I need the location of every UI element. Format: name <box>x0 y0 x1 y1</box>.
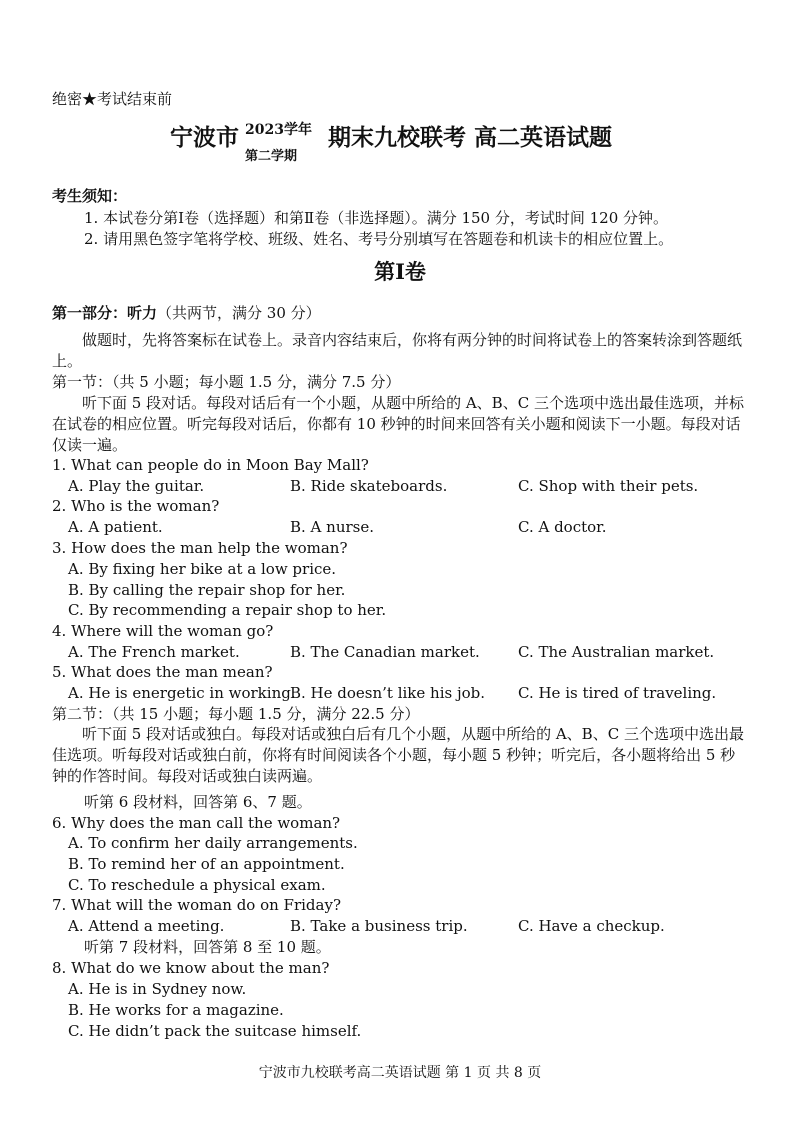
option-a: A. Attend a meeting. <box>68 917 225 935</box>
option-c: C. To reschedule a physical exam. <box>68 876 326 894</box>
section2-heading: 第二节：（共 15 小题；每小题 1.5 分，满分 22.5 分） <box>52 705 420 723</box>
section1-instruction: 听下面 5 段对话。每段对话后有一个小题，从题中所给的 A、B、C 三个选项中选出最佳选项，并标在试卷的相应位置。听完每段对话后，你都有 10 秒钟的时间来回答有关小题和阅读下一小题。每段对话仅读一遍。 <box>52 394 744 454</box>
notice-heading: 考生须知： <box>52 187 128 205</box>
notice-item: 1. 本试卷分第Ⅰ卷（选择题）和第Ⅱ卷（非选择题）。满分 150 分，考试时间 120 分钟。 <box>84 209 669 227</box>
part1-instruction: 做题时，先将答案标在试卷上。录音内容结束后，你将有两分钟的时间将试卷上的答案转涂到答题纸上。 <box>52 331 743 370</box>
question: 2. Who is the woman? <box>52 497 220 515</box>
question: 1. What can people do in Moon Bay Mall? <box>52 456 369 474</box>
exam-title <box>0 120 800 180</box>
part1-heading-bold: 第一部分：听力 <box>52 304 158 322</box>
confidential-label: 绝密★考试结束前 <box>52 90 173 108</box>
section2-instruction: 听下面 5 段对话或独白。每段对话或独白后有几个小题，从题中所给的 A、B、C 三个选项中选出最佳选项。听每段对话或独白前，你将有时间阅读各个小题，每小题 5 秒钟；听完后，各小题将给出 5 秒钟的作答时间。每段对话或独白读两遍。 <box>52 725 744 785</box>
question: 5. What does the man mean? <box>52 663 273 681</box>
option-a: A. By fixing her bike at a low price. <box>68 560 337 578</box>
question: 7. What will the woman do on Friday? <box>52 896 341 914</box>
page-footer: 宁波市九校联考高二英语试题 第 1 页 共 8 页 <box>258 1065 542 1081</box>
material-note: 听第 6 段材料，回答第 6、7 题。 <box>84 793 312 811</box>
option-b: B. He doesn’t like his job. <box>290 684 486 702</box>
option-c: C. The Australian market. <box>518 643 715 661</box>
option-c: C. Have a checkup. <box>518 917 665 935</box>
option-b: B. He works for a magazine. <box>68 1001 284 1019</box>
option-a: A. Play the guitar. <box>68 477 205 495</box>
option-b: B. To remind her of an appointment. <box>68 855 345 873</box>
material-note: 听第 7 段材料，回答第 8 至 10 题。 <box>84 938 331 956</box>
option-a: A. A patient. <box>68 518 163 536</box>
option-c: C. A doctor. <box>518 518 607 536</box>
part1-heading <box>52 303 321 324</box>
question: 4. Where will the woman go? <box>52 622 274 640</box>
option-c: C. By recommending a repair shop to her. <box>68 601 387 619</box>
title-term: 第二学期 <box>245 149 298 164</box>
notice-item: 2. 请用黑色签字笔将学校、班级、姓名、考号分别填写在答题卷和机读卡的相应位置上。 <box>84 230 674 248</box>
question: 8. What do we know about the man? <box>52 959 330 977</box>
option-a: A. To confirm her daily arrangements. <box>68 834 358 852</box>
title-year: 2023学年 <box>245 122 312 138</box>
question: 6. Why does the man call the woman? <box>52 814 341 832</box>
option-b: B. The Canadian market. <box>290 643 480 661</box>
option-b: B. Ride skateboards. <box>290 477 448 495</box>
title-city: 宁波市 <box>170 124 239 151</box>
part1-heading-rest: （共两节，满分 30 分） <box>157 304 321 322</box>
option-a: A. He is in Sydney now. <box>68 980 247 998</box>
option-a: A. The French market. <box>68 643 240 661</box>
option-b: B. A nurse. <box>290 518 374 536</box>
volume-title: 第Ⅰ卷 <box>374 259 426 284</box>
option-c: C. He didn’t pack the suitcase himself. <box>68 1022 362 1040</box>
option-b: B. Take a business trip. <box>290 917 468 935</box>
section1-heading: 第一节：（共 5 小题；每小题 1.5 分，满分 7.5 分） <box>52 373 401 391</box>
option-c: C. He is tired of traveling. <box>518 684 717 702</box>
question: 3. How does the man help the woman? <box>52 539 348 557</box>
option-a: A. He is energetic in working. <box>68 684 296 702</box>
option-c: C. Shop with their pets. <box>518 477 699 495</box>
title-main: 期末九校联考 高二英语试题 <box>328 124 613 151</box>
option-b: B. By calling the repair shop for her. <box>68 581 346 599</box>
